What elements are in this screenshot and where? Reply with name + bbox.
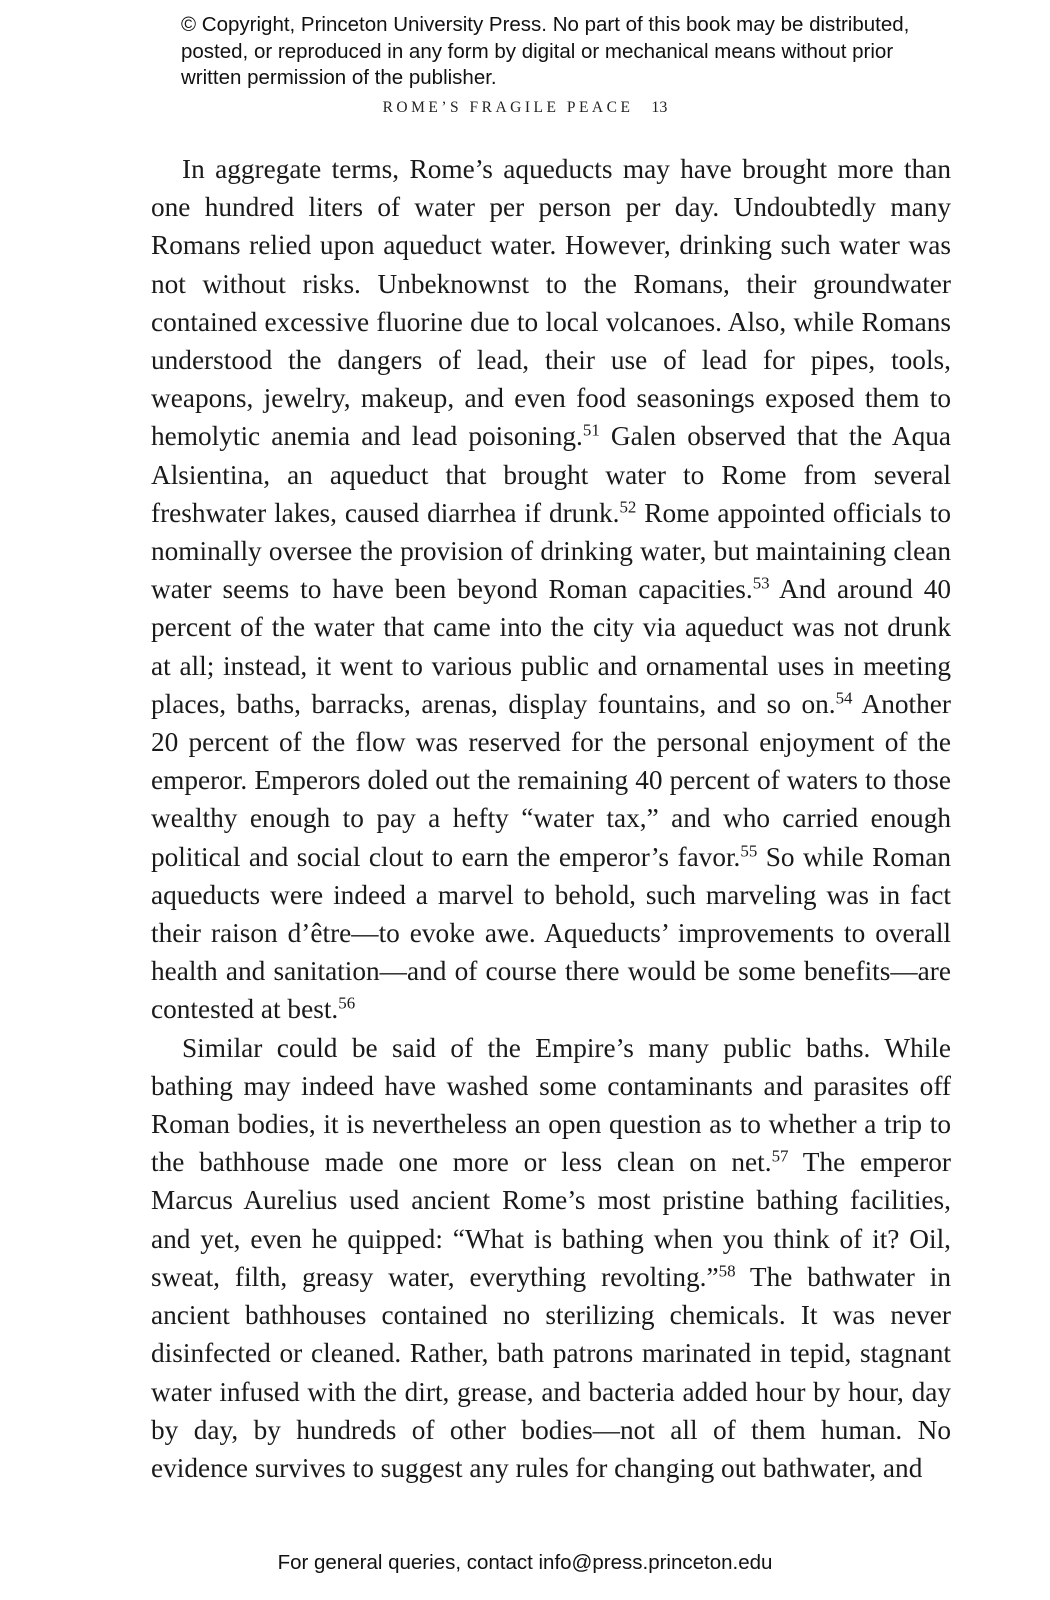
footer-contact: For general queries, contact info@press.princeton.edu [277,1551,773,1574]
text-run: The bathwater in ancient bathhouses contained no sterilizing chemicals. It was never disinfected or cleaned. Rather, bath patrons marinated in tepid, stagnant water infused with the dirt, grease, and bacteria added hour by hour, day by day, by hundreds of other bodies—not all of them human. No evidence survives to suggest any rules for changing out bathwater, and [151,1261,952,1483]
footnote-ref-52: 52 [619,497,637,517]
copyright-notice: © Copyright, Princeton University Press. No part of this book may be distributed, posted, or reproduced in any form by digital or mechanical means without prior written permission of the publisher. [181,13,910,89]
footnote-ref-51: 51 [582,421,600,441]
footnote-ref-55: 55 [740,841,758,861]
footnote-ref-53: 53 [752,573,770,593]
running-head [0,99,1050,117]
text-run: Another 20 percent of the flow was reserved for the personal enjoyment of the emperor. Emperors doled out the remaining 40 percent of waters to those wealthy enough to pay a hefty “water tax,” and who carried enough political and social clout to earn the emperor’s favor. [151,688,951,872]
page-number: 13 [651,99,668,116]
footnote-ref-56: 56 [338,994,356,1014]
text-run: In aggregate terms, Rome’s aqueducts may have brought more than one hundred liters of water per person per day. Undoubtedly many Romans relied upon aqueduct water. However, drinking such water was not without risks. Unbeknownst to the Romans, their groundwater contained excessive fluorine due to local volcanoes. Also, while Romans understood the dangers of lead, their use of lead for pipes, tools, weapons, jewelry, makeup, and even food seasonings exposed them to hemolytic anemia and lead poisoning. [151,154,951,452]
text-run: Rome appointed officials to nominally oversee the provision of drinking water, but maintaining clean water seems to have been beyond Roman capacities. [151,497,951,605]
text-run: And around 40 percent of the water that came into the city via aqueduct was not drunk at all; instead, it went to various public and ornamental uses in meeting places, baths, barracks, arenas, display fountains, and so on. [151,574,951,719]
text-run: The emperor Marcus Aurelius used ancient Rome’s most pristine bathing facilities, and yet, even he quipped: “What is bathing when you think of it? Oil, sweat, filth, greasy water, everything revolting.” [151,1147,951,1292]
running-head-title: ROME’S FRAGILE PEACE [382,99,634,116]
body-text [151,150,951,1487]
footnote-ref-54: 54 [835,688,853,708]
paragraph-baths [151,1029,951,1487]
text-run: Galen observed that the Aqua Alsientina, an aqueduct that brought water to Rome from several freshwater lakes, caused diarrhea if drunk. [151,421,951,528]
footnote-ref-57: 57 [771,1146,789,1166]
paragraph-aqueducts [151,150,951,1029]
text-run: Similar could be said of the Empire’s many public baths. While bathing may indeed have washed some contaminants and parasites off Roman bodies, it is nevertheless an open question as to whether a trip to the bathhouse made one more or less clean on net. [151,1032,951,1178]
text-run: So while Roman aqueducts were indeed a marvel to behold, such marveling was in fact their raison d’être—to evoke awe. Aqueducts’ improvements to overall health and sanitation—and of course there would be some benefits—are contested at best. [151,841,951,1025]
footnote-ref-58: 58 [718,1261,736,1281]
